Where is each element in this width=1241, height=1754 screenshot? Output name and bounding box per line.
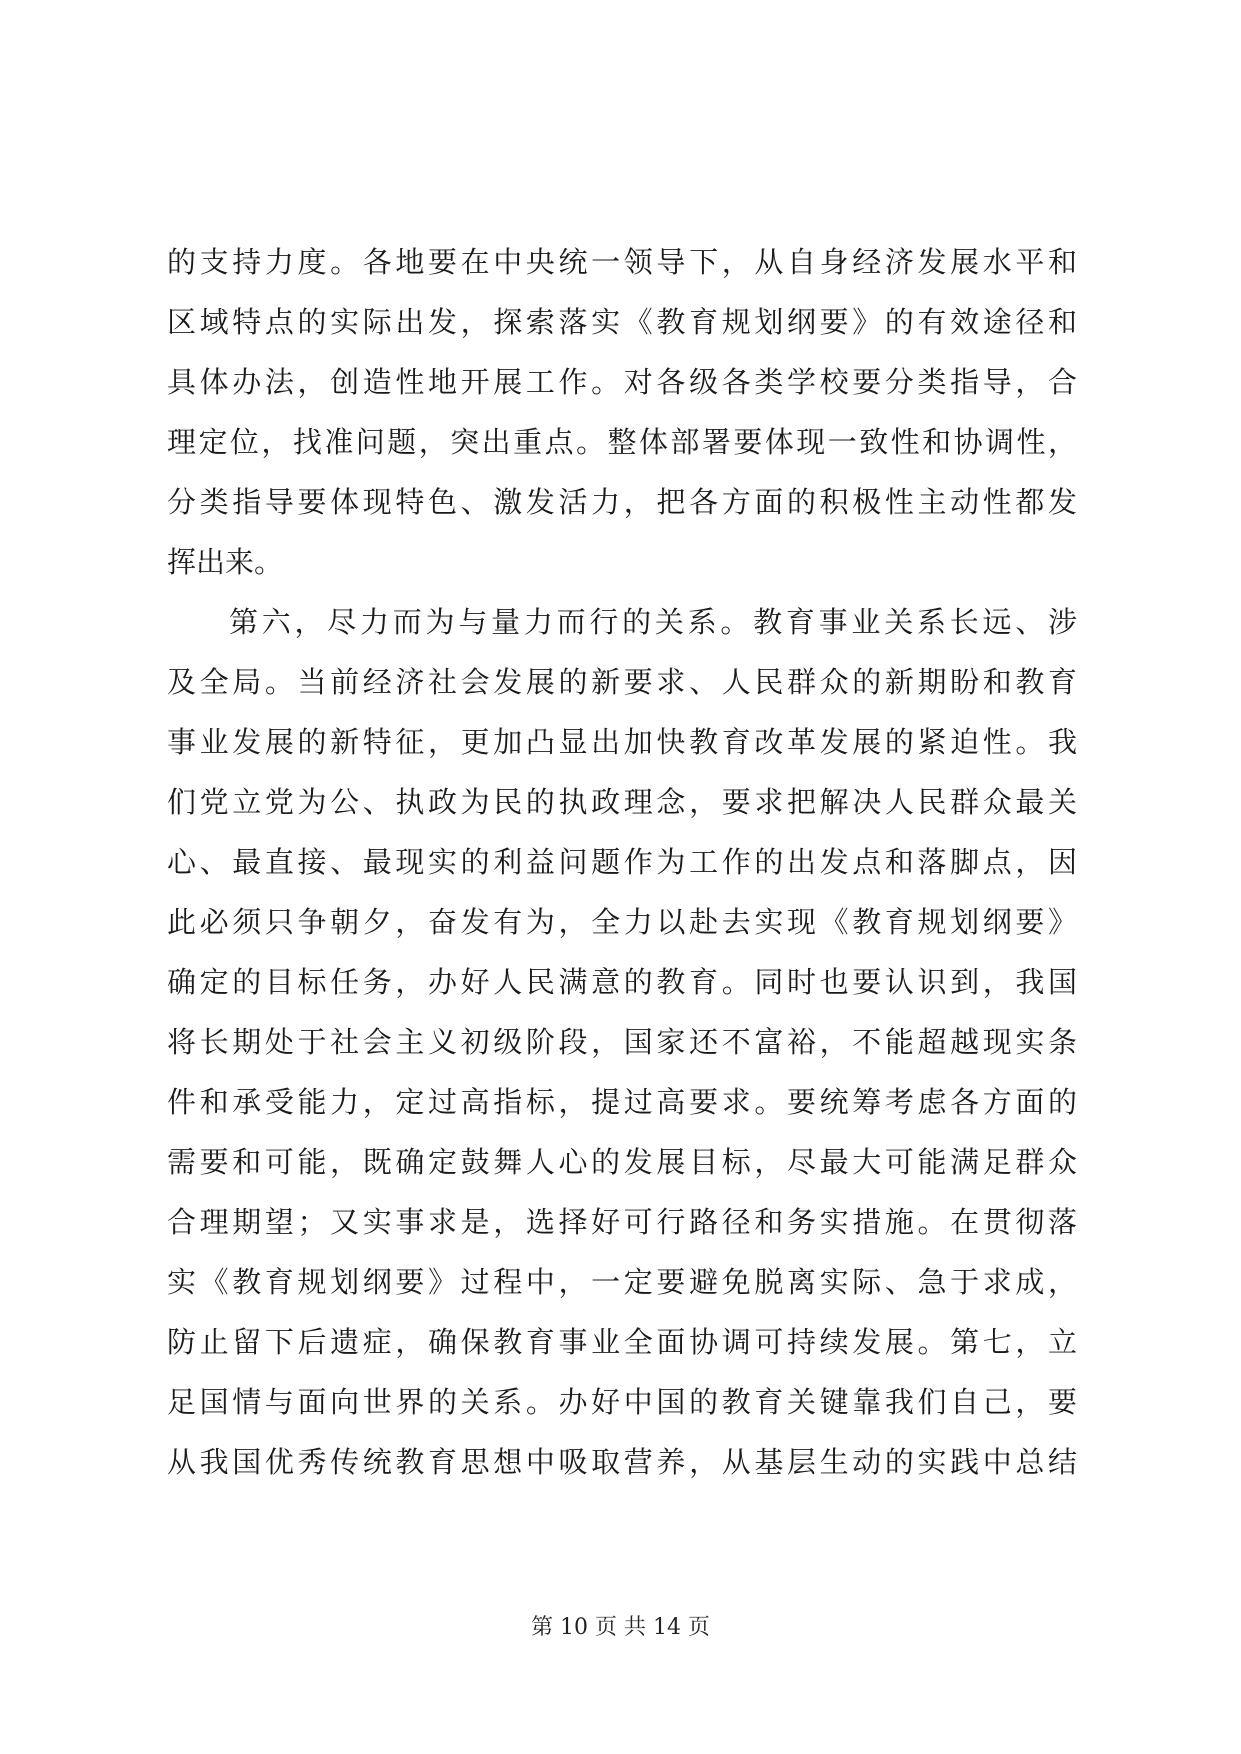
paragraph-start-line: 第六，尽力而为与量力而行的关系。教育事业关系长远、涉 (229, 605, 1077, 639)
text-line: 确定的目标任务，办好人民满意的教育。同时也要认识到，我国 (167, 965, 1077, 999)
text-line: 件和承受能力，定过高指标，提过高要求。要统筹考虑各方面的 (167, 1085, 1077, 1119)
text-line: 事业发展的新特征，更加凸显出加快教育改革发展的紧迫性。我 (167, 725, 1077, 759)
body-text (167, 232, 1077, 1492)
text-line: 具体办法，创造性地开展工作。对各级各类学校要分类指导，合 (167, 365, 1077, 399)
page-number-footer: 第 10 页 共 14 页 (531, 1615, 710, 1640)
text-line: 合理期望；又实事求是，选择好可行路径和务实措施。在贯彻落 (167, 1205, 1077, 1239)
text-line: 需要和可能，既确定鼓舞人心的发展目标，尽最大可能满足群众 (167, 1145, 1077, 1179)
text-line: 区域特点的实际出发，探索落实《教育规划纲要》的有效途径和 (167, 305, 1077, 339)
text-line: 从我国优秀传统教育思想中吸取营养，从基层生动的实践中总结 (167, 1445, 1077, 1479)
text-line: 此必须只争朝夕，奋发有为，全力以赴去实现《教育规划纲要》 (167, 905, 1077, 939)
text-line: 的支持力度。各地要在中央统一领导下，从自身经济发展水平和 (167, 245, 1077, 279)
text-line: 理定位，找准问题，突出重点。整体部署要体现一致性和协调性， (167, 425, 1077, 459)
text-line: 实《教育规划纲要》过程中，一定要避免脱离实际、急于求成， (167, 1265, 1077, 1299)
text-line: 防止留下后遗症，确保教育事业全面协调可持续发展。第七，立 (167, 1325, 1077, 1359)
text-line: 将长期处于社会主义初级阶段，国家还不富裕，不能超越现实条 (167, 1025, 1077, 1059)
text-line: 挥出来。 (167, 545, 284, 579)
text-line: 及全局。当前经济社会发展的新要求、人民群众的新期盼和教育 (167, 665, 1077, 699)
text-line: 足国情与面向世界的关系。办好中国的教育关键靠我们自己，要 (167, 1385, 1077, 1419)
text-line: 们党立党为公、执政为民的执政理念，要求把解决人民群众最关 (167, 785, 1077, 819)
text-line: 心、最直接、最现实的利益问题作为工作的出发点和落脚点，因 (167, 845, 1077, 879)
text-line: 分类指导要体现特色、激发活力，把各方面的积极性主动性都发 (167, 485, 1077, 519)
